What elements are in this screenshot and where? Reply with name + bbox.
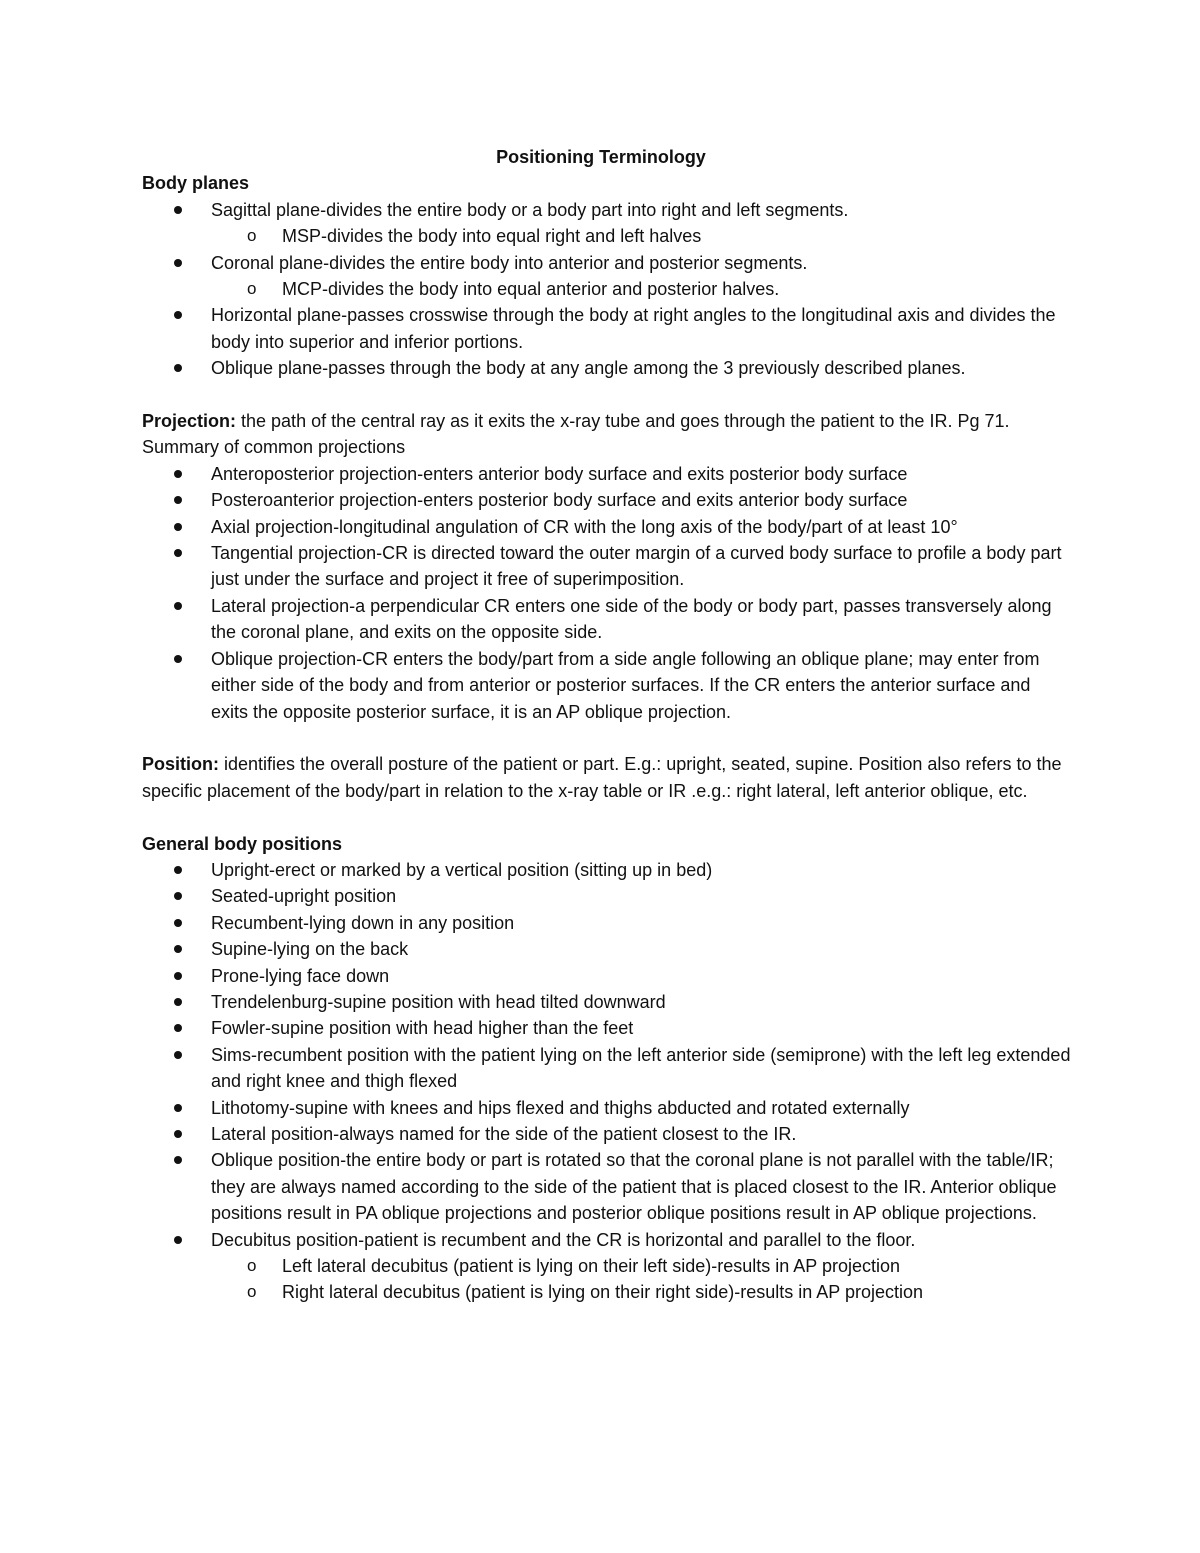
sub-bullet-icon: o [247, 279, 257, 299]
list-item-text: Lithotomy-supine with knees and hips flexed and thighs abducted and rotated externally [211, 1097, 910, 1118]
sub-list-item-text: MSP-divides the body into equal right and left halves [282, 226, 702, 247]
list-item [142, 540, 1072, 593]
list-item-text: Decubitus position-patient is recumbent and the CR is horizontal and parallel to the floor. [211, 1229, 916, 1250]
bullet-icon [174, 523, 182, 531]
list-item [142, 857, 1072, 883]
body-planes-list [142, 197, 1072, 382]
sub-bullet-icon: o [247, 1282, 257, 1302]
list-item-text: Tangential projection-CR is directed toward the outer margin of a curved body surface to profile a body part just under the surface and project it free of superimposition. [211, 543, 1062, 590]
bullet-icon [174, 1051, 182, 1059]
list-item-text: Prone-lying face down [211, 965, 390, 986]
list-item [142, 1015, 1072, 1041]
general-positions-heading: General body positions [142, 833, 343, 854]
bullet-icon [174, 364, 182, 372]
bullet-icon [174, 972, 182, 980]
sub-list [211, 276, 1072, 302]
bullet-icon [174, 919, 182, 927]
sub-list-item-text: MCP-divides the body into equal anterior and posterior halves. [282, 279, 780, 300]
list-item [142, 1042, 1072, 1095]
sub-list [211, 223, 1072, 249]
list-item-text: Trendelenburg-supine position with head tilted downward [211, 991, 666, 1012]
list-item-text: Fowler-supine position with head higher than the feet [211, 1018, 634, 1039]
bullet-icon [174, 655, 182, 663]
list-item-text: Posteroanterior projection-enters posterior body surface and exits anterior body surface [211, 490, 908, 511]
bullet-icon [174, 998, 182, 1006]
bullet-icon [174, 945, 182, 953]
bullet-icon [174, 311, 182, 319]
list-item [142, 1121, 1072, 1147]
sub-list-item [211, 1253, 1072, 1279]
bullet-icon [174, 1024, 182, 1032]
list-item [142, 197, 1072, 250]
sub-list-item [211, 223, 1072, 249]
bullet-icon [174, 602, 182, 610]
list-item [142, 1147, 1072, 1226]
paragraph-gap [142, 382, 1072, 408]
list-item-text: Oblique plane-passes through the body at any angle among the 3 previously described planes. [211, 358, 966, 379]
list-item-text: Recumbent-lying down in any position [211, 912, 515, 933]
paragraph-gap [142, 725, 1072, 751]
sub-list [211, 1253, 1072, 1306]
bullet-icon [174, 1130, 182, 1138]
list-item-text: Coronal plane-divides the entire body into anterior and posterior segments. [211, 252, 808, 273]
list-item [142, 910, 1072, 936]
list-item-text: Axial projection-longitudinal angulation of CR with the long axis of the body/part of at least 10° [211, 516, 958, 537]
list-item [142, 1095, 1072, 1121]
sub-bullet-icon: o [247, 226, 257, 246]
list-item-text: Sagittal plane-divides the entire body or a body part into right and left segments. [211, 199, 849, 220]
list-item [142, 936, 1072, 962]
bullet-icon [174, 1236, 182, 1244]
list-item-text: Lateral position-always named for the side of the patient closest to the IR. [211, 1123, 797, 1144]
body-planes-heading: Body planes [142, 173, 250, 194]
projection-list [142, 461, 1072, 725]
list-item [142, 963, 1072, 989]
list-item [142, 514, 1072, 540]
list-item [142, 461, 1072, 487]
list-item-text: Oblique projection-CR enters the body/part from a side angle following an oblique plane; may enter from either side of the body and from anterior or posterior surfaces. If the CR enters the anterior surface and exits the opposite posterior surface, it is an AP oblique projection. [211, 648, 1040, 722]
list-item [142, 593, 1072, 646]
list-item-text: Anteroposterior projection-enters anterior body surface and exits posterior body surface [211, 463, 908, 484]
list-item [142, 646, 1072, 725]
bullet-icon [174, 259, 182, 267]
list-item-text: Lateral projection-a perpendicular CR enters one side of the body or body part, passes transversely along the coronal plane, and exits on the opposite side. [211, 595, 1052, 643]
bullet-icon [174, 496, 182, 504]
projection-paragraph [142, 408, 1072, 461]
list-item-text: Horizontal plane-passes crosswise through the body at right angles to the longitudinal axis and divides the body into superior and inferior portions. [211, 305, 1056, 352]
projection-text: the path of the central ray as it exits the x-ray tube and goes through the patient to the IR. Pg 71. Summary of common projections [142, 411, 1010, 458]
list-item-text: Sims-recumbent position with the patient lying on the left anterior side (semiprone) with the left leg extended and right knee and thigh flexed [211, 1044, 1071, 1092]
list-item [142, 883, 1072, 909]
list-item [142, 1227, 1072, 1306]
sub-list-item-text: Left lateral decubitus (patient is lying on their left side)-results in AP projection [282, 1256, 900, 1277]
bullet-icon [174, 1104, 182, 1112]
list-item [142, 302, 1072, 355]
bullet-icon [174, 470, 182, 478]
sub-list-item [211, 276, 1072, 302]
bullet-icon [174, 892, 182, 900]
bullet-icon [174, 866, 182, 874]
bullet-icon [174, 1156, 182, 1164]
sub-list-item [211, 1279, 1072, 1305]
sub-list-item-text: Right lateral decubitus (patient is lying on their right side)-results in AP projection [282, 1282, 923, 1303]
bullet-icon [174, 206, 182, 214]
list-item-text: Seated-upright position [211, 886, 397, 907]
list-item-text: Supine-lying on the back [211, 939, 409, 960]
bullet-icon [174, 549, 182, 557]
list-item-text: Oblique position-the entire body or part is rotated so that the coronal plane is not parallel with the table/IR; they are always named according to the side of the patient that is placed closest to the IR. Anterior oblique positions result in PA oblique projections and posterior oblique positions result in AP oblique projections. [211, 1150, 1057, 1224]
document-content [142, 144, 1072, 1306]
list-item-text: Upright-erect or marked by a vertical position (sitting up in bed) [211, 859, 713, 880]
position-text: identifies the overall posture of the patient or part. E.g.: upright, seated, supine. Position also refers to the specific placement of the body/part in relation to the x-ray table or IR .e.g.: right lateral, left anterior oblique, etc. [142, 754, 1062, 801]
paragraph-gap [142, 804, 1072, 830]
position-paragraph [142, 751, 1072, 804]
sub-bullet-icon: o [247, 1256, 257, 1276]
list-item [142, 250, 1072, 303]
projection-label: Projection: [142, 411, 237, 432]
general-positions-list [142, 857, 1072, 1306]
position-label: Position: [142, 754, 219, 775]
document-title: Positioning Terminology [496, 147, 706, 167]
list-item [142, 355, 1072, 381]
list-item [142, 989, 1072, 1015]
list-item [142, 487, 1072, 513]
